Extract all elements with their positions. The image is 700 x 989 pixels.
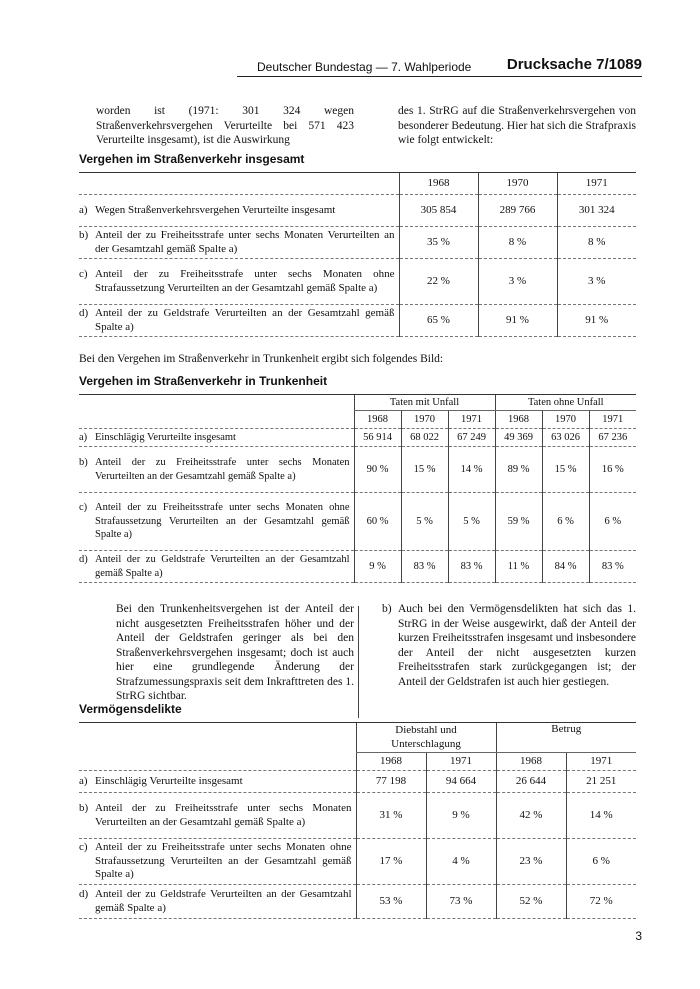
row-key: a)	[79, 431, 88, 443]
row-label: Anteil der zu Geldstrafe Verurteilten an der Gesamtzahl gemäß Spalte a)	[95, 554, 350, 579]
row-key: d)	[79, 307, 89, 319]
row-key: b)	[79, 802, 89, 814]
cell-value: 305 854	[399, 195, 478, 227]
mid-text-left: Bei den Trunkenheitsvergehen ist der Anteil der nicht ausgesetzten Freiheitsstrafen höher und der Anteil der Geldstrafen geringer als bei den Straßenverkehrsvergehen insgesamt; doch ist auch hier eine grundlegende Änderung der Strafzumessungspraxis seit dem Inkrafttreten des 1. StrRG sichtbar.	[116, 603, 354, 702]
cell-value: 14 %	[448, 447, 495, 493]
row-label: Einschlägig Verurteilte insgesamt	[95, 431, 236, 443]
cell-value: 22 %	[399, 259, 478, 305]
page-header	[0, 56, 700, 80]
table-row	[79, 447, 636, 493]
cell-value: 289 766	[478, 195, 557, 227]
table-row	[79, 839, 636, 885]
between-text: Bei den Vergehen im Straßenverkehr in Trunkenheit ergibt sich folgendes Bild:	[79, 353, 444, 365]
cell-value: 31 %	[356, 793, 426, 839]
cell-value: 63 026	[542, 429, 589, 447]
cell-value: 83 %	[401, 551, 448, 583]
year-header: 1971	[448, 411, 495, 429]
table3-title: Vermögensdelikte	[79, 702, 182, 716]
cell-value: 8 %	[478, 227, 557, 259]
cell-value: 9 %	[354, 551, 401, 583]
mid-text-right-key: b)	[382, 603, 392, 615]
cell-value: 6 %	[566, 839, 636, 885]
cell-value: 15 %	[401, 447, 448, 493]
row-label: Anteil der zu Freiheitsstrafe unter sechs Monaten Verurteilten an der Gesamtzahl gemäß Spalte a)	[95, 802, 352, 828]
table-row	[79, 227, 636, 259]
table3	[79, 722, 636, 919]
cell-value: 4 %	[426, 839, 496, 885]
cell-value: 26 644	[496, 771, 566, 793]
table-row	[79, 305, 636, 337]
table-row	[79, 259, 636, 305]
year-header: 1970	[401, 411, 448, 429]
row-key: d)	[79, 888, 89, 900]
cell-value: 68 022	[401, 429, 448, 447]
cell-value: 5 %	[401, 493, 448, 551]
year-header: 1971	[589, 411, 636, 429]
row-label: Anteil der zu Freiheitsstrafe unter sechs Monaten Verurteilten an der Gesamtzahl gemäß Spalte a)	[95, 457, 350, 482]
group-header: Taten mit Unfall	[354, 395, 495, 411]
table3-group-row	[79, 723, 636, 753]
cell-value: 56 914	[354, 429, 401, 447]
row-label: Anteil der zu Geldstrafe Verurteilten an der Gesamtzahl gemäß Spalte a)	[95, 888, 352, 914]
table-row	[79, 551, 636, 583]
row-key: c)	[79, 502, 88, 514]
row-label: Anteil der zu Freiheitsstrafe unter sechs Monaten ohne Strafaussetzung Verurteilten an der Gesamtzahl gemäß Spalte a)	[95, 502, 350, 541]
cell-value: 35 %	[399, 227, 478, 259]
cell-value: 3 %	[478, 259, 557, 305]
group-header: Diebstahl und Unterschlagung	[356, 723, 496, 753]
year-header: 1968	[496, 753, 566, 771]
row-label: Anteil der zu Freiheitsstrafe unter sechs Monaten ohne Strafaussetzung Verurteilten an der Gesamtzahl gemäß Spalte a)	[95, 268, 395, 294]
group-header: Taten ohne Unfall	[495, 395, 636, 411]
table2-group-row	[79, 395, 636, 411]
row-label: Anteil der zu Freiheitsstrafe unter sechs Monaten Verurteilten an der Gesamtzahl gemäß Spalte a)	[95, 229, 395, 255]
cell-value: 301 324	[557, 195, 636, 227]
cell-value: 77 198	[356, 771, 426, 793]
cell-value: 91 %	[478, 305, 557, 337]
year-header: 1971	[566, 753, 636, 771]
cell-value: 72 %	[566, 885, 636, 919]
cell-value: 11 %	[495, 551, 542, 583]
group-header: Betrug	[496, 723, 636, 753]
cell-value: 59 %	[495, 493, 542, 551]
cell-value: 83 %	[589, 551, 636, 583]
row-key: b)	[79, 457, 88, 468]
cell-value: 14 %	[566, 793, 636, 839]
cell-value: 9 %	[426, 793, 496, 839]
year-header: 1971	[426, 753, 496, 771]
document-number: Drucksache 7/1089	[506, 56, 642, 73]
cell-value: 89 %	[495, 447, 542, 493]
year-header: 1968	[399, 173, 478, 195]
cell-value: 23 %	[496, 839, 566, 885]
year-header: 1968	[356, 753, 426, 771]
cell-value: 42 %	[496, 793, 566, 839]
page-number: 3	[635, 929, 642, 943]
header-rule	[237, 76, 642, 77]
cell-value: 21 251	[566, 771, 636, 793]
table3-year-row	[79, 753, 636, 771]
cell-value: 83 %	[448, 551, 495, 583]
cell-value: 90 %	[354, 447, 401, 493]
table-row	[79, 493, 636, 551]
row-label: Einschlägig Verurteilte insgesamt	[95, 774, 243, 787]
cell-value: 3 %	[557, 259, 636, 305]
column-divider	[358, 606, 359, 718]
year-header: 1970	[478, 173, 557, 195]
row-label: Anteil der zu Freiheitsstrafe unter sechs Monaten ohne Strafaussetzung Verurteilten an der Gesamtzahl gemäß Spalte a)	[95, 841, 352, 881]
table-row	[79, 429, 636, 447]
table2-title: Vergehen im Straßenverkehr in Trunkenheit	[79, 374, 328, 388]
cell-value: 6 %	[589, 493, 636, 551]
cell-value: 5 %	[448, 493, 495, 551]
year-header: 1968	[495, 411, 542, 429]
year-header: 1970	[542, 411, 589, 429]
cell-value: 67 249	[448, 429, 495, 447]
row-key: c)	[79, 268, 88, 280]
cell-value: 91 %	[557, 305, 636, 337]
row-key: d)	[79, 554, 88, 565]
mid-text-right: Auch bei den Vermögensdelikten hat sich das 1. StrRG in der Weise ausgewirkt, daß der Anteil der kurzen Freiheitsstrafen insgesamt und insbesondere der Anteil der nicht ausgesetzten kurzen Freiheitsstrafen stark zurückgegangen ist; der Anteil der Geldstrafen ist auch hier gestiegen.	[398, 603, 636, 688]
row-label: Wegen Straßenverkehrsvergehen Verurteilte insgesamt	[95, 203, 336, 216]
table1-title: Vergehen im Straßenverkehr insgesamt	[79, 152, 305, 166]
year-header: 1971	[557, 173, 636, 195]
table-row	[79, 195, 636, 227]
cell-value: 60 %	[354, 493, 401, 551]
table-row	[79, 771, 636, 793]
intro-left: worden ist (1971: 301 324 wegen Straßenverkehrsvergehen Verurteilte bei 571 423 Verurteilte insgesamt), ist die Auswirkung	[96, 105, 354, 146]
cell-value: 67 236	[589, 429, 636, 447]
table1-header-row	[79, 173, 636, 195]
table-row	[79, 793, 636, 839]
table-row	[79, 885, 636, 919]
cell-value: 49 369	[495, 429, 542, 447]
cell-value: 17 %	[356, 839, 426, 885]
cell-value: 84 %	[542, 551, 589, 583]
row-label: Anteil der zu Geldstrafe Verurteilten an der Gesamtzahl gemäß Spalte a)	[95, 307, 395, 333]
table2-year-row	[79, 411, 636, 429]
row-key: b)	[79, 229, 89, 241]
intro-right: des 1. StrRG auf die Straßenverkehrsvergehen von besonderer Bedeutung. Hier hat sich die Strafpraxis wie folgt entwickelt:	[398, 105, 636, 146]
row-key: a)	[79, 203, 88, 216]
cell-value: 52 %	[496, 885, 566, 919]
row-key: a)	[79, 774, 88, 787]
cell-value: 94 664	[426, 771, 496, 793]
header-left: Deutscher Bundestag — 7. Wahlperiode	[257, 60, 472, 74]
table1	[79, 172, 636, 337]
table2	[79, 394, 636, 583]
cell-value: 15 %	[542, 447, 589, 493]
cell-value: 73 %	[426, 885, 496, 919]
row-key: c)	[79, 841, 88, 854]
cell-value: 6 %	[542, 493, 589, 551]
year-header: 1968	[354, 411, 401, 429]
cell-value: 65 %	[399, 305, 478, 337]
cell-value: 8 %	[557, 227, 636, 259]
cell-value: 53 %	[356, 885, 426, 919]
cell-value: 16 %	[589, 447, 636, 493]
